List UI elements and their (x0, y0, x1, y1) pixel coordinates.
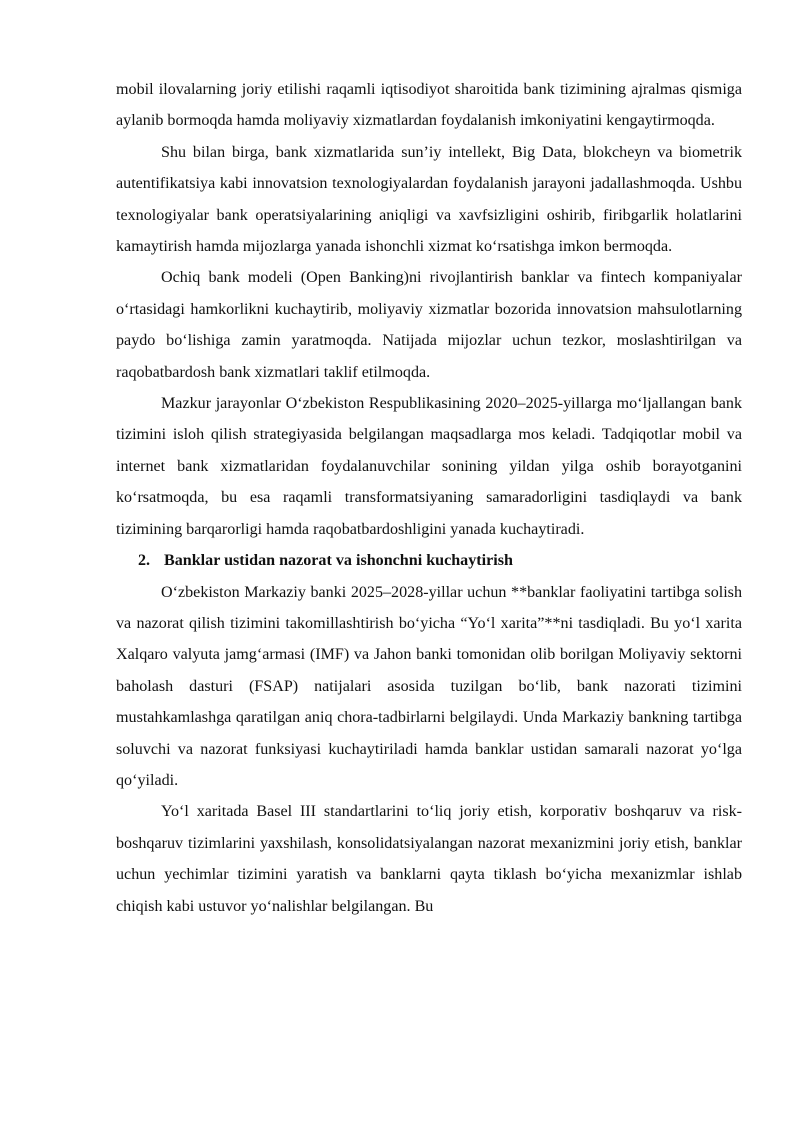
paragraph-road-map: O‘zbekiston Markaziy banki 2025–2028-yillar uchun **banklar faoliyatini tartibga solish va nazorat qilish tizimini takomillashtirish bo‘yicha “Yo‘l xarita”**ni tasdiqladi. Bu yo‘l xarita Xalqaro valyuta jamg‘armasi (IMF) va Jahon banki tomonidan olib borilgan Moliyaviy sektorni baholash dasturi (FSAP) natijalari asosida tuzilgan bo‘lib, bank nazorati tizimini mustahkamlashga qaratilgan aniq chora-tadbirlarni belgilaydi. Unda Markaziy bankning tartibga soluvchi va nazorat funksiyasi kuchaytiriladi hamda banklar ustidan samarali nazorat yo‘lga qo‘yiladi. (116, 583, 742, 789)
paragraph-basel-iii: Yo‘l xaritada Basel III standartlarini to‘liq joriy etish, korporativ boshqaruv va risk-boshqaruv tizimlarini yaxshilash, konsolidatsiyalangan nazorat mexanizmini joriy etish, banklar uchun yechimlar tizimini yaratish va banklarni qayta tiklash bo‘yicha mexanizmlar ishlab chiqish kabi ustuvor yo‘nalishlar belgilangan. Bu (116, 803, 742, 915)
section-number: 2. (138, 552, 151, 570)
paragraph-reform-strategy: Mazkur jarayonlar O‘zbekiston Respublikasining 2020–2025-yillarga mo‘ljallangan bank tizimini isloh qilish strategiyasida belgilangan maqsadlarga mos keladi. Tadqiqotlar mobil va internet bank xizmatlaridan foydalanuvchilar sonining yildan yilga oshib borayotganini ko‘rsatmoqda, bu esa raqamli transformatsiyaning samaradorligini tasdiqlaydi va bank tizimining barqarorligi hamda raqobatbardoshligini yanada kuchaytiradi. (116, 395, 742, 538)
paragraph-open-banking: Ochiq bank modeli (Open Banking)ni rivojlantirish banklar va fintech kompaniyalar o‘rtasidagi hamkorlikni kuchaytirib, moliyaviy xizmatlar bozorida innovatsion mahsulotlarning paydo bo‘lishiga zamin yaratmoqda. Natijada mijozlar uchun tezkor, moslashtirilgan va raqobatbardosh bank xizmatlari taklif etilmoqda. (116, 269, 742, 381)
document-body (116, 74, 742, 922)
paragraph-continuation: mobil ilovalarning joriy etilishi raqamli iqtisodiyot sharoitida bank tizimining ajralmas qismiga aylanib bormoqda hamda moliyaviy xizmatlardan foydalanish imkoniyatini kengaytirmoqda. (116, 81, 742, 130)
paragraph-innovative-technologies: Shu bilan birga, bank xizmatlarida sun’iy intellekt, Big Data, blokcheyn va biometrik autentifikatsiya kabi innovatsion texnologiyalardan foydalanish jarayoni jadallashmoqda. Ushbu texnologiyalar bank operatsiyalarining aniqligi va xavfsizligini oshirib, firibgarlik holatlarini kamaytirish hamda mijozlarga yanada ishonchli xizmat ko‘rsatishga imkon bermoqda. (116, 143, 742, 256)
section-heading (116, 545, 742, 576)
section-title: Banklar ustidan nazorat va ishonchni kuchaytirish (164, 552, 513, 570)
